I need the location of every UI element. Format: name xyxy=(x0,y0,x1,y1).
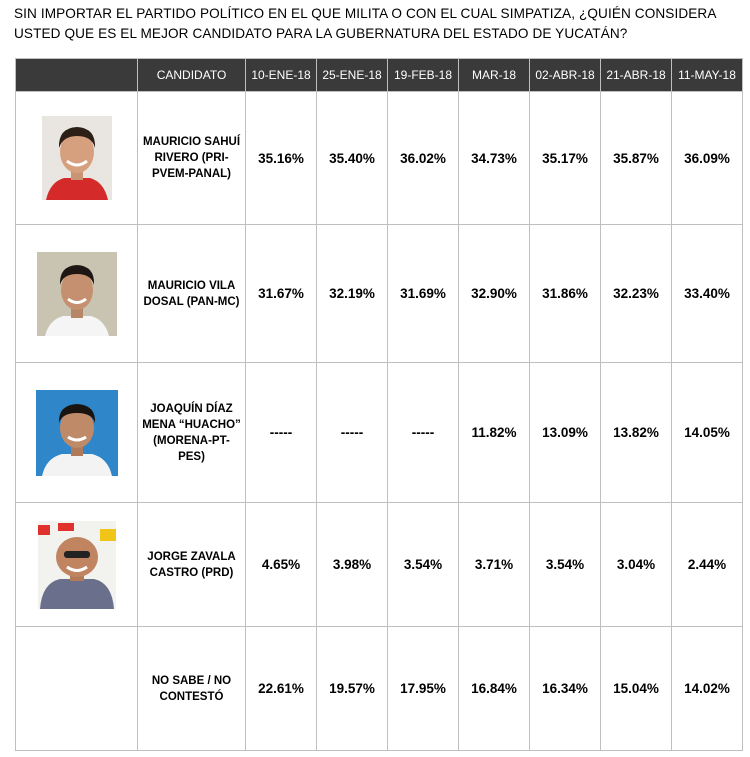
header-date: 21-ABR-18 xyxy=(601,59,672,92)
photo-cell xyxy=(16,363,138,503)
value-cell: 16.84% xyxy=(459,627,530,751)
value-cell: 3.54% xyxy=(388,503,459,627)
value-cell: 31.86% xyxy=(530,225,601,363)
value-cell: 36.09% xyxy=(672,92,743,225)
value-cell: 17.95% xyxy=(388,627,459,751)
candidate-photo-diaz xyxy=(36,390,118,476)
value-cell: 36.02% xyxy=(388,92,459,225)
value-cell: 32.23% xyxy=(601,225,672,363)
photo-cell xyxy=(16,503,138,627)
value-cell: 15.04% xyxy=(601,627,672,751)
value-cell: 33.40% xyxy=(672,225,743,363)
header-photo-cell xyxy=(16,59,138,92)
value-cell: 14.02% xyxy=(672,627,743,751)
value-cell: ----- xyxy=(317,363,388,503)
candidate-name: MAURICIO SAHUÍ RIVERO (PRI-PVEM-PANAL) xyxy=(138,92,246,225)
table-row xyxy=(16,627,743,751)
value-cell: 32.19% xyxy=(317,225,388,363)
photo-cell xyxy=(16,627,138,751)
table-row xyxy=(16,225,743,363)
value-cell: 11.82% xyxy=(459,363,530,503)
photo-cell xyxy=(16,92,138,225)
candidate-name: NO SABE / NO CONTESTÓ xyxy=(138,627,246,751)
header-date: 11-MAY-18 xyxy=(672,59,743,92)
value-cell: ----- xyxy=(246,363,317,503)
table-row xyxy=(16,92,743,225)
value-cell: ----- xyxy=(388,363,459,503)
header-date: MAR-18 xyxy=(459,59,530,92)
value-cell: 35.16% xyxy=(246,92,317,225)
table-row xyxy=(16,503,743,627)
header-date: 02-ABR-18 xyxy=(530,59,601,92)
photo-cell xyxy=(16,225,138,363)
candidate-photo-vila xyxy=(37,252,117,336)
value-cell: 35.40% xyxy=(317,92,388,225)
value-cell: 35.87% xyxy=(601,92,672,225)
candidate-photo-zavala xyxy=(38,521,116,609)
value-cell: 19.57% xyxy=(317,627,388,751)
header-date: 10-ENE-18 xyxy=(246,59,317,92)
value-cell: 13.09% xyxy=(530,363,601,503)
value-cell: 35.17% xyxy=(530,92,601,225)
candidate-name: MAURICIO VILA DOSAL (PAN-MC) xyxy=(138,225,246,363)
header-candidate: CANDIDATO xyxy=(138,59,246,92)
table-row xyxy=(16,363,743,503)
value-cell: 34.73% xyxy=(459,92,530,225)
value-cell: 3.71% xyxy=(459,503,530,627)
value-cell: 3.54% xyxy=(530,503,601,627)
candidate-name: JORGE ZAVALA CASTRO (PRD) xyxy=(138,503,246,627)
poll-table xyxy=(15,58,743,751)
value-cell: 4.65% xyxy=(246,503,317,627)
value-cell: 31.69% xyxy=(388,225,459,363)
value-cell: 3.04% xyxy=(601,503,672,627)
value-cell: 13.82% xyxy=(601,363,672,503)
candidate-photo-sahui xyxy=(42,116,112,200)
value-cell: 2.44% xyxy=(672,503,743,627)
value-cell: 3.98% xyxy=(317,503,388,627)
header-date: 25-ENE-18 xyxy=(317,59,388,92)
value-cell: 32.90% xyxy=(459,225,530,363)
header-row xyxy=(16,59,743,92)
candidate-name: JOAQUÍN DÍAZ MENA “HUACHO” (MORENA-PT-PES) xyxy=(138,363,246,503)
chart-title: SIN IMPORTAR EL PARTIDO POLÍTICO EN EL QUE MILITA O CON EL CUAL SIMPATIZA, ¿QUIÉN CONSIDERA USTED QUE ES EL MEJOR CANDIDATO PARA LA GUBERNATURA DEL ESTADO DE YUCATÁN? xyxy=(14,6,716,41)
value-cell: 22.61% xyxy=(246,627,317,751)
value-cell: 14.05% xyxy=(672,363,743,503)
value-cell: 16.34% xyxy=(530,627,601,751)
value-cell: 31.67% xyxy=(246,225,317,363)
header-date: 19-FEB-18 xyxy=(388,59,459,92)
